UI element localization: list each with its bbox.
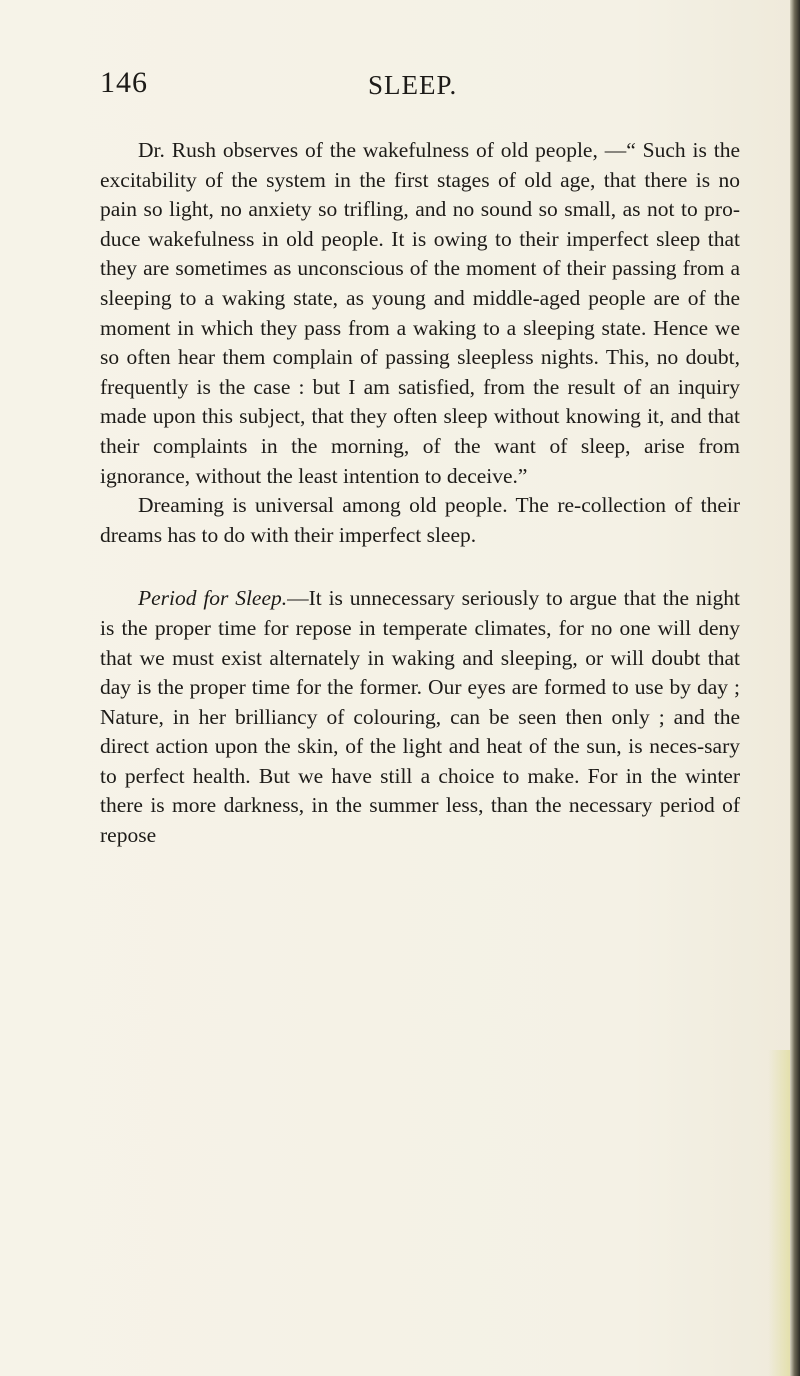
page-number: 146: [100, 66, 148, 99]
body-text: [100, 136, 740, 851]
running-head: SLEEP.: [368, 70, 458, 100]
section-gap: [100, 550, 740, 584]
section-text: —It is unnecessary seriously to argue that the night is the proper time for repose in temperate climates, for no one will deny that we must exist alternately in waking and sleeping, or will doubt that day is the proper time for the former. Our eyes are formed to use by day ; Nature, in her brilliancy of colouring, can be seen then only ; and the direct action upon the skin, of the light and heat of the sun, is neces-sary to perfect health. But we have still a choice to make. For in the winter there is more darkness, in the summer less, than the necessary period of repose: [100, 586, 740, 848]
section-heading: Period for Sleep.: [138, 586, 288, 611]
page-header: [0, 66, 790, 106]
page-edge-shadow: [790, 0, 800, 1376]
paragraph-period-for-sleep: [100, 584, 740, 850]
paragraph-dreaming: Dreaming is universal among old people. The re-collection of their dreams has to do with their imperfect sleep.: [100, 493, 740, 547]
paragraph-rush-quote: Dr. Rush observes of the wakefulness of old people, —“ Such is the excitability of the system in the first stages of old age, that there is no pain so light, no anxiety so trifling, and no sound so small, as not to pro-duce wakefulness in old people. It is owing to their imperfect sleep that they are sometimes as unconscious of the moment of their passing from a sleeping to a waking state, as young and middle-aged people are of the moment in which they pass from a waking to a sleeping state. Hence we so often hear them complain of passing sleepless nights. This, no doubt, frequently is the case : but I am satisfied, from the result of an inquiry made upon this subject, that they often sleep without knowing it, and that their complaints in the morning, of the want of sleep, arise from ignorance, without the least intention to deceive.”: [100, 138, 740, 488]
